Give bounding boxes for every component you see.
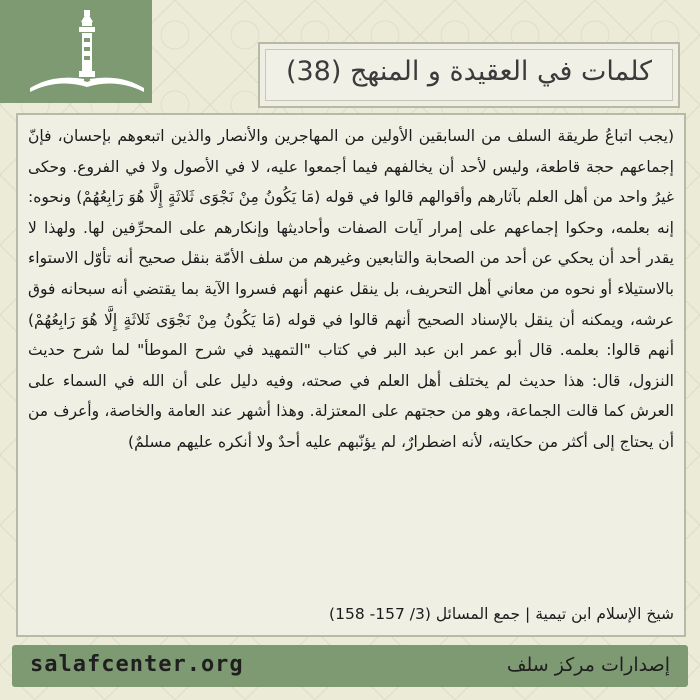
quote-body — [28, 121, 674, 458]
minaret-book-icon — [0, 0, 152, 103]
footer-bar — [12, 645, 688, 687]
text-panel — [16, 113, 686, 637]
page-title: كلمات في العقيدة و المنهج (38) — [285, 56, 653, 87]
footer-brand: إصدارات مركز سلف — [506, 654, 670, 676]
title-plate — [258, 42, 680, 108]
quote-paragraph: (يجب اتباعُ طريقة السلف من السابقين الأولين من المهاجرين والأنصار والذين اتبعوهم بإحسان، فإنّ إجماعهم حجة قاطعة، وليس لأحد أن يخالفهم فيما أجمعوا عليه، لا في الأصول ولا في الفروع. وحكى غيرُ واحد من أهل العلم بآثارهم وأقوالهم قالوا في قوله (مَا يَكُونُ مِنْ نَجْوَى ثَلاثَةٍ إِلَّا هُوَ رَابِعُهُمْ) ونحوه: إنه بعلمه، وحكوا إجماعهم على إمرار آيات الصفات وأحاديثها وإنكارهم على المحرِّفين لها. ولهذا لا يقدر أحد أن يحكي عن أحد من الصحابة والتابعين وغيرهم من سلف الأمّة بنقل صحيح أنه تأوّل الاستواء بالاستيلاء أو نحوه من معاني أهل التحريف، بل ينقل عنهم أنهم فسروا الآية بما يقتضي أنه سبحانه فوق عرشه، ويمكنه أن ينقل بالإسناد الصحيح أنهم قالوا في قوله (مَا يَكُونُ مِنْ نَجْوَى ثَلاثَةٍ إِلَّا هُوَ رَابِعُهُمْ) أنهم قالوا: بعلمه. قال أبو عمر ابن عبد البر في كتاب "التمهيد في شرح الموطأ" لما شرح حديث النزول، قال: هذا حديث لم يختلف أهل العلم في صحته، وفيه دليل على أن الله في السماء على العرش كما قالت الجماعة، وهو من حجتهم على المعتزلة. وهذا أشهر عند العامة والخاصة، وأعرف من أن يحتاج إلى أكثر من حكايته، لأنه اضطرارٌ، لم يؤنّبهم عليه أحدٌ ولا أنكره عليهم مسلمٌ) — [28, 127, 674, 451]
footer-url[interactable]: salafcenter.org — [30, 652, 244, 677]
logo — [0, 0, 152, 103]
source-citation: شيخ الإسلام ابن تيمية | جمع المسائل (3/ 157- 158) — [329, 605, 674, 623]
